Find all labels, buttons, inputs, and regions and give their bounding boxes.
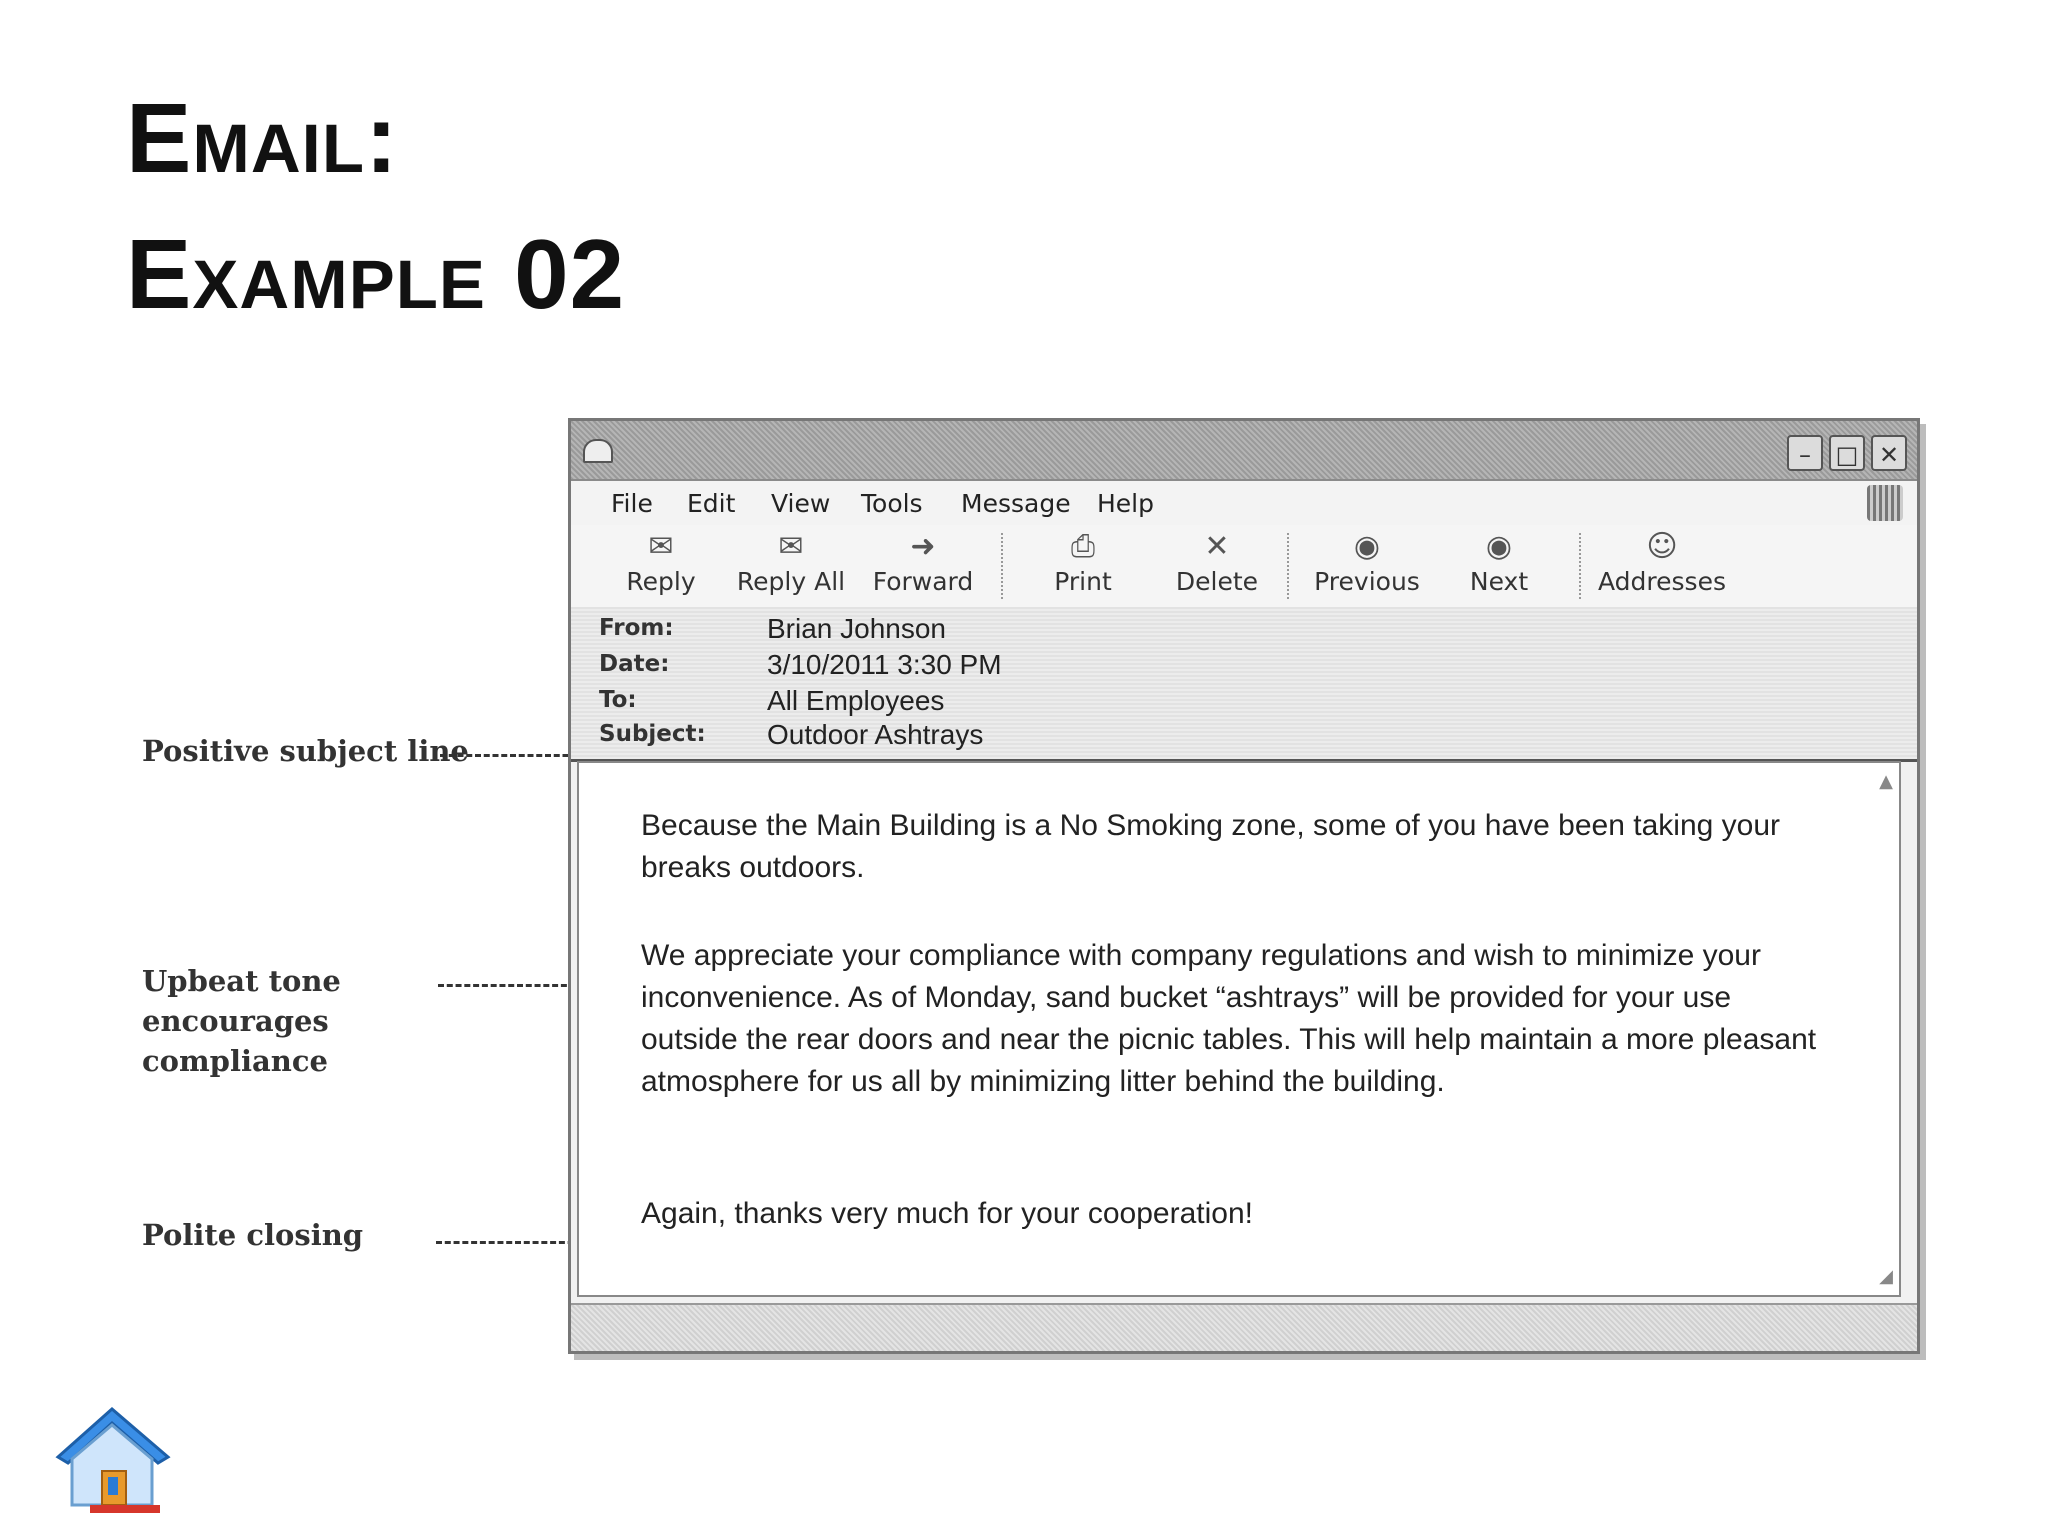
from-value: Brian Johnson [767, 613, 947, 644]
toolbar-separator [1001, 533, 1003, 599]
addresses-button[interactable] [1587, 529, 1737, 596]
resize-grip-icon[interactable]: ◢ [1879, 1266, 1893, 1287]
reply-all-button[interactable] [731, 529, 851, 596]
slide-title [126, 70, 625, 342]
home-icon[interactable] [50, 1405, 175, 1517]
status-bar [571, 1303, 1917, 1351]
annotation-tone: Upbeat tone encourages compliance [142, 964, 341, 1078]
previous-button[interactable] [1307, 529, 1427, 596]
menu-message[interactable]: Message [961, 489, 1071, 518]
home-door-window [108, 1477, 118, 1495]
previous-icon: ◉ [1353, 529, 1381, 564]
scroll-up-icon[interactable]: ▲ [1879, 771, 1893, 792]
email-window [568, 418, 1920, 1354]
print-button[interactable] [1023, 529, 1143, 596]
body-paragraph-1: Because the Main Building is a No Smoking zone, some of you have been taking your breaks outdoors. [641, 809, 1781, 884]
annotation-subject: Positive subject line [142, 734, 469, 768]
next-button[interactable] [1439, 529, 1559, 596]
menu-file[interactable]: File [611, 489, 653, 518]
print-icon: ⎙ [1071, 529, 1095, 564]
forward-label: Forward [872, 567, 974, 596]
addresses-label: Addresses [1598, 567, 1726, 596]
minimize-button[interactable]: – [1787, 435, 1823, 471]
delete-label: Delete [1175, 567, 1259, 596]
toolbar-separator [1579, 533, 1581, 599]
home-mat-shape [90, 1505, 160, 1513]
forward-icon: ➜ [910, 529, 936, 564]
windows-flag-icon [1867, 485, 1903, 521]
body-paragraph-2: We appreciate your compliance with company regulations and wish to minimize your inconvenience. As of Monday, sand bucket “ashtrays” will be provided for your use outside the rear doors and near the picnic tables. This will help maintain a more pleasant atmosphere for us all by minimizing litter behind the building. [641, 939, 1817, 1098]
menu-tools[interactable]: Tools [861, 489, 923, 518]
reply-button[interactable] [601, 529, 721, 596]
date-value: 3/10/2011 3:30 PM [767, 649, 1002, 680]
delete-button[interactable] [1157, 529, 1277, 596]
menu-help[interactable]: Help [1097, 489, 1154, 518]
date-label: Date: [599, 651, 670, 677]
maximize-button[interactable]: □ [1829, 435, 1865, 471]
arrow-subject [440, 754, 586, 757]
delete-icon: ✕ [1204, 529, 1230, 564]
slide-title-line-1: Email: [126, 83, 399, 193]
reply-all-label: Reply All [736, 567, 846, 596]
forward-button[interactable] [863, 529, 983, 596]
menu-bar [571, 481, 1917, 526]
body-paragraph-3: Again, thanks very much for your cooperation! [641, 1197, 1253, 1230]
mail-app-icon [583, 439, 613, 463]
to-value: All Employees [767, 685, 945, 716]
slide-title-line-2: Example 02 [126, 219, 626, 329]
message-body[interactable] [577, 761, 1901, 1297]
toolbar [571, 525, 1917, 608]
reply-icon: ✉ [648, 529, 674, 564]
addresses-icon: ☺ [1646, 529, 1678, 564]
subject-label: Subject: [599, 721, 706, 747]
previous-label: Previous [1314, 567, 1420, 596]
to-label: To: [599, 687, 637, 713]
reply-all-icon: ✉ [778, 529, 804, 564]
subject-value: Outdoor Ashtrays [767, 719, 984, 750]
toolbar-separator [1287, 533, 1289, 599]
menu-view[interactable]: View [771, 489, 831, 518]
close-button[interactable]: ✕ [1871, 435, 1907, 471]
annotation-closing: Polite closing [142, 1218, 364, 1252]
from-label: From: [599, 615, 674, 641]
message-header [571, 607, 1917, 762]
next-label: Next [1469, 567, 1529, 596]
menu-edit[interactable]: Edit [687, 489, 736, 518]
print-label: Print [1054, 567, 1112, 596]
reply-label: Reply [626, 567, 696, 596]
title-bar[interactable] [571, 421, 1917, 481]
next-icon: ◉ [1485, 529, 1513, 564]
